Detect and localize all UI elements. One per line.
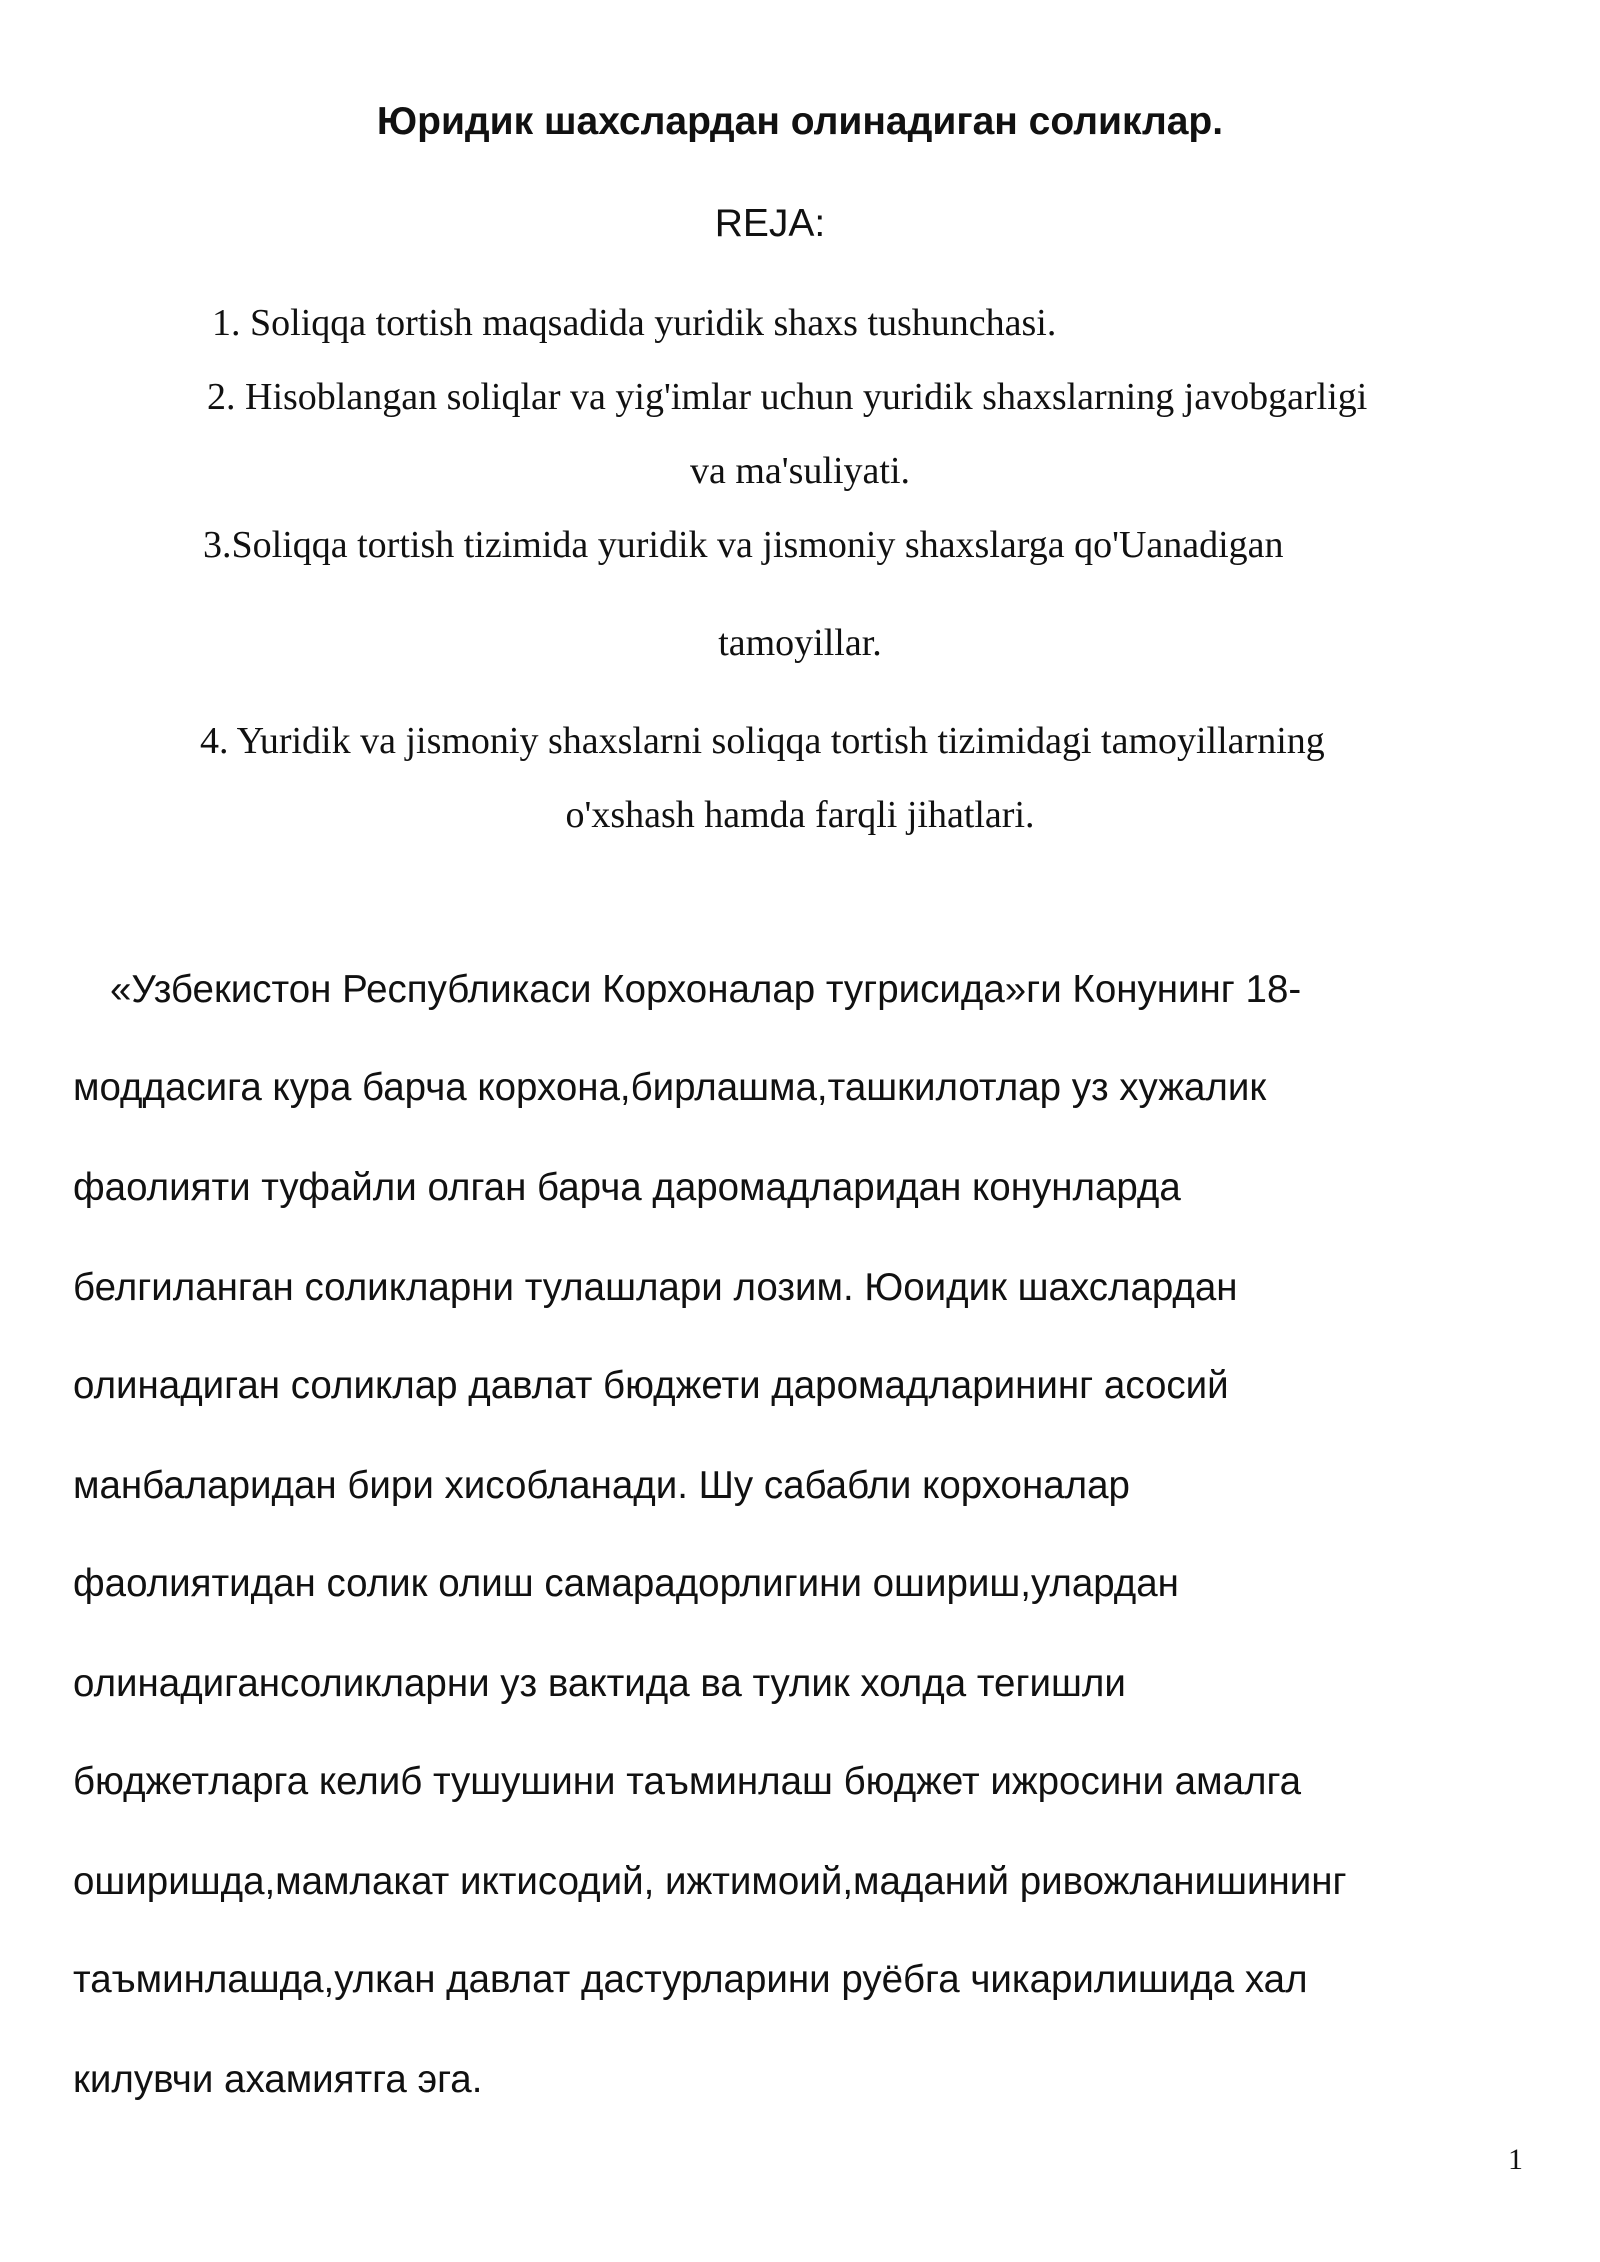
body-line-4: белгиланган соликларни тулашлари лозим. Юоидик шахслардан (73, 1266, 1238, 1309)
plan-heading: REJA: (714, 202, 826, 245)
body-line-6: манбаларидан бири хисобланади. Шу сабабли корхоналар (73, 1464, 1130, 1507)
plan-item-2: 2. Hisoblangan soliqlar va yig'imlar uchun yuridik shaxslarning javobgarligi (207, 376, 1368, 418)
plan-item-3-continuation: tamoyillar. (718, 622, 882, 664)
page-number: 1 (1508, 2143, 1523, 2176)
plan-item-4: 4. Yuridik va jismoniy shaxslarni soliqqa tortish tizimidagi tamoyillarning (200, 720, 1325, 762)
body-line-10: оширишда,мамлакат иктисодий, ижтимоий,маданий ривожланишининг (73, 1860, 1347, 1903)
plan-item-2-continuation: va ma'suliyati. (689, 450, 911, 492)
body-line-11: таъминлашда,улкан давлат дастурларини руёбга чикарилишида хал (73, 1958, 1308, 2001)
body-line-1: «Узбекистон Республикаси Корхоналар тугрисида»ги Конунинг 18- (110, 968, 1302, 1011)
body-line-9: бюджетларга келиб тушушини таъминлаш бюджет ижросини амалга (73, 1760, 1302, 1803)
body-line-7: фаолиятидан солик олиш самарадорлигини ошириш,улардан (73, 1562, 1179, 1605)
document-title: Юридик шахслардан олинадиган соликлар. (376, 100, 1224, 143)
body-line-12: килувчи ахамиятга эга. (73, 2058, 483, 2101)
plan-item-3: 3.Soliqqa tortish tizimida yuridik va jismoniy shaxslarga qo'Uanadigan (203, 524, 1284, 566)
body-line-5: олинадиган соликлар давлат бюджети даромадларининг асосий (73, 1364, 1229, 1407)
body-line-3: фаолияти туфайли олган барча даромадларидан конунларда (73, 1166, 1181, 1209)
plan-item-1: 1. Soliqqa tortish maqsadida yuridik shaxs tushunchasi. (212, 302, 1057, 344)
body-line-8: олинадигансоликларни уз вактида ва тулик холда тегишли (73, 1662, 1126, 1705)
plan-item-4-continuation: o'xshash hamda farqli jihatlari. (565, 794, 1035, 836)
body-line-2: моддасига кура барча корхона,бирлашма,ташкилотлар уз хужалик (73, 1066, 1267, 1109)
